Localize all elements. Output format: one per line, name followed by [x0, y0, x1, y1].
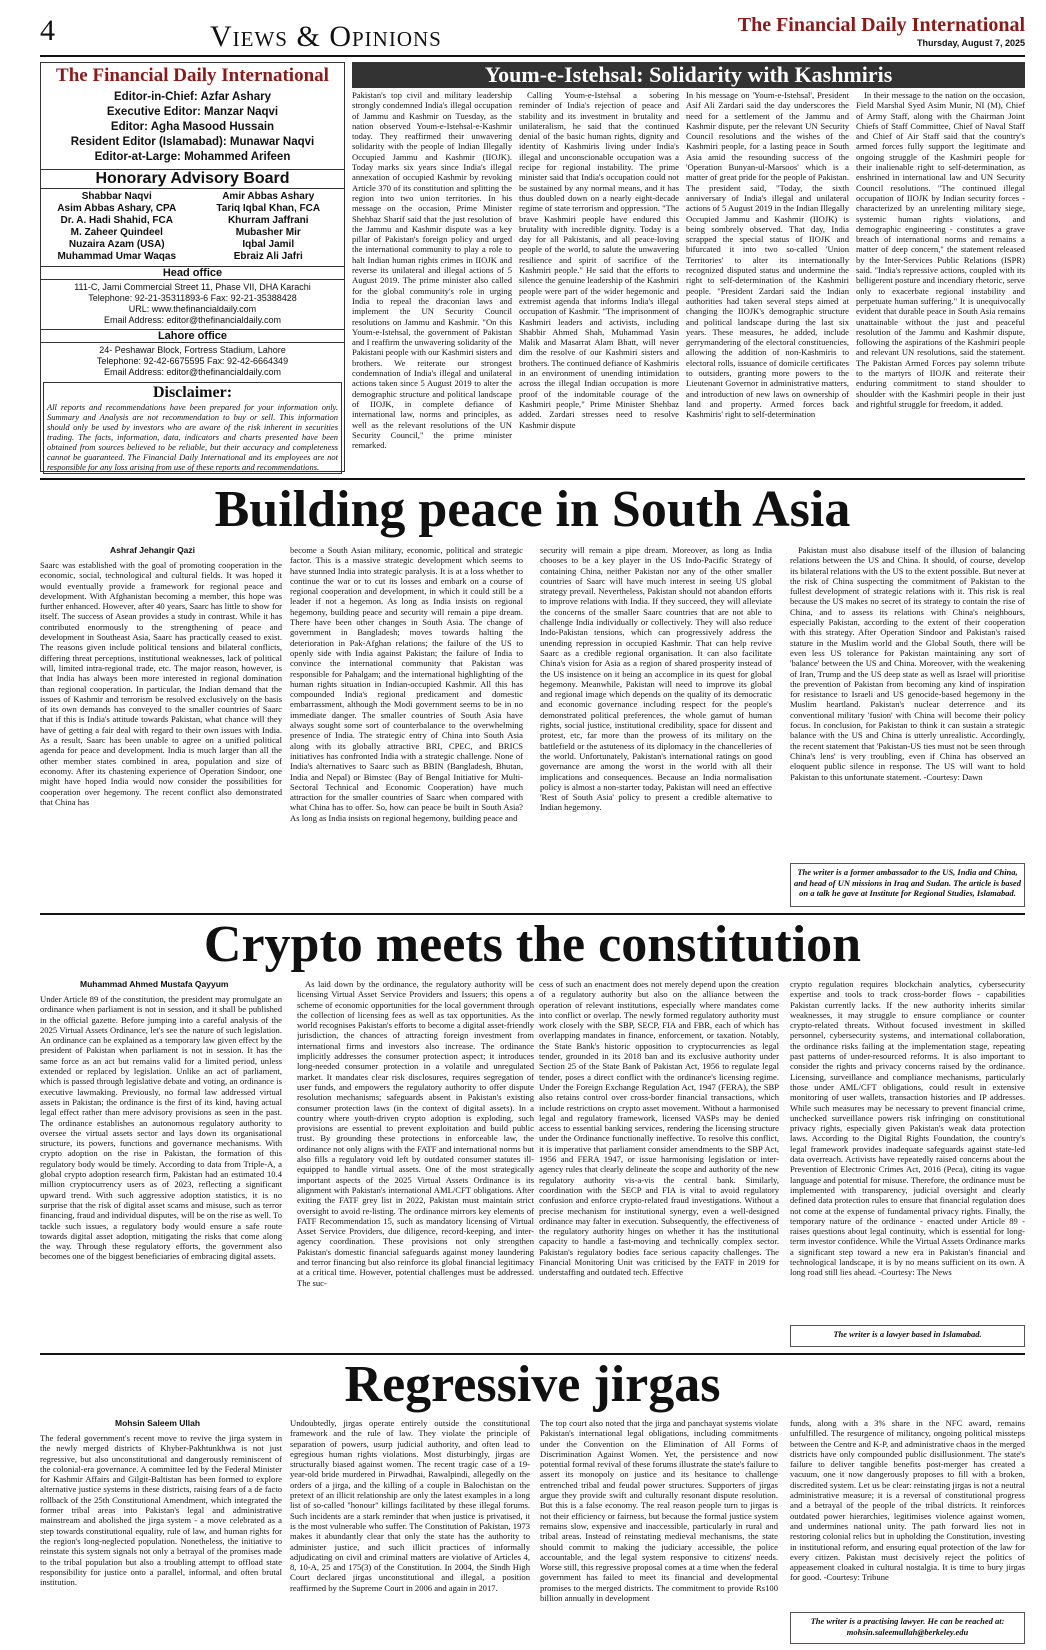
story2-column — [790, 545, 1025, 857]
story3-author-note: The writer is a lawyer based in Islamabad. — [790, 1325, 1025, 1347]
article-text: security will remain a pipe dream. Moreover, as long as India chooses to be a key player in the US Indo-Pacific Strategy of containing China, neither Pakistan nor any of the other smaller countries of Saarc will have much interest in seeing US global strategy prevail. Nevertheless, Pakistan should not abandon efforts to improve relations with India. If they succeed, they will alleviate the concerns of the smaller Saarc countries that are not able to challenge India individually or collectively. They will also reduce Indo-Pakistan tensions, which can progressively address the unending repression in occupied Kashmir. That can help revive Saarc as a credible regional organisation. It can also facilitate China's vision for Asia as a region of shared prosperity instead of the US insistence on it being an accomplice in its quest for global hegemony. Meanwhile, Pakistan will need to improve its global and regional image which depends on the quality of its democratic and economic governance including respect for the people's demonstrated political preferences, the whole gamut of human rights, social justice, institutional credibility, space for dissent and protest, etc, far more than the prowess of its military on the battlefield or the astuteness of its diplomacy in the chancelleries of the world. Unfortunately, Pakistan's international ratings on good governance are among the worst in the world with all their implications and consequences. Because an India normalisation policy is almost a non-starter today, Pakistan will need an effective 'Rest of South Asia' policy to present a credible alternative to Indian hegemony. — [540, 545, 772, 813]
address-line: Email Address: editor@thefinancialdaily.com — [103, 315, 282, 325]
story1-column — [519, 90, 679, 472]
address-line: Telephone: 92-42-6675595 Fax: 92-42-6664349 — [96, 356, 289, 366]
story3-column — [297, 979, 534, 1349]
masthead-box — [40, 62, 345, 472]
address-line: Email Address: editor@thefinancialdaily.com — [103, 367, 282, 377]
advisor-name: Tariq Iqbal Khan, FCA — [216, 203, 321, 214]
story3-column — [40, 994, 282, 1349]
story4-headline: Regressive jirgas — [344, 1356, 721, 1413]
story3-headline: Crypto meets the constitution — [203, 916, 862, 973]
story2-column — [540, 545, 772, 910]
article-text: Pakistan must also disabuse itself of the illusion of balancing relations between the US and China. It should, of course, develop its bilateral relations with the US to the extent possible. But never at the risk of China suspecting the commitment of Pakistan to the fullest development of strategic relations with it. This risk is real because the US makes no secret of its strategy to contain the rise of China, and to assess its relations with China's neighbours, especially Pakistan, according to the extent of their cooperation with this strategy. After Operation Sindoor and Pakistan's raised stature in the Muslim world and the Global South, there will be even less US tolerance for Pakistan maintaining any sort of 'balance' between the US and China. Moreover, with the weakening of Iran, Trump and the US deep state as well as Israel will prioritise the prevention of Pakistan from becoming any kind of inspiration for resistance to Israeli and US genocide-based hegemony in the Muslim heartland. Pakistan's nuclear deterrence and its conventional military 'fusion' with China will become their policy focus. In conclusion, for Pakistan to think it can sustain a strategic balance with the US and China is utterly unrealistic. Accordingly, the recent statement that 'Pakistan-US ties must not be seen through China's lens' is very troubling, even if China has observed an eloquent public silence in response. The US will want to hold Pakistan to this unfortunate statement. -Courtesy: Dawn — [790, 545, 1025, 782]
advisor-name: Asim Abbas Ashary, CPA — [57, 203, 177, 214]
editor-line: Editor-in-Chief: Azfar Ashary — [114, 91, 271, 103]
page-number: 4 — [40, 14, 55, 47]
issue-date: Thursday, August 7, 2025 — [916, 38, 1025, 48]
advisory-left — [41, 191, 193, 263]
article-text: become a South Asian military, economic, political and strategic factor. This is a massive strategic development which seems to have stunned India into strategic paralysis. It is at a loss whether to continue the war or to cut its losses and embark on a course of regional cooperation and development, in which it could still be a leader if not a hegemon. As long as India insists on regional hegemony, building peace and security will remain a pipe dream. There have been other changes in South Asia. The change of government in Bangladesh; moves towards halting the deterioration in Pak-Afghan relations; the failure of the US to openly side with India against Pakistan; the failure of India to convince the international community that Pakistan was responsible for Pahalgam; and the international highlighting of the human rights situation in Indian-occupied Kashmir. All this has compounded India's regional predicament and domestic embarrassment, although the Modi government seems to be in no immediate danger. The smaller countries of South Asia have always sought some sort of counterbalance to the overwhelming presence of India. The strategic entry of China into South Asia along with its globally attractive BRI, CPEC, and BRICS initiatives has confronted India with a strategic challenge. None of India's alternatives to Saarc such as BBIN (Bangladesh, Bhutan, India and Nepal) or Bimstec (Bay of Bengal Initiative for Multi-Sectoral Technical and Economic Cooperation) have much attraction for the smaller countries of Saarc when compared with what China has to offer. So, how can peace be built in South Asia? As long as India insists on regional hegemony, building peace and — [290, 545, 523, 823]
disclaimer-box — [43, 382, 342, 474]
story2-byline: Ashraf Jehangir Qazi — [110, 545, 196, 555]
article-text: Calling Youm-e-Istehsal a sobering reminder of India's rejection of peace and stability and its investment in brutality and unilateralism, he said that the continued denial of the basic human rights, dignity and identity of Kashmiris living under India's illegal and unconscionable occupation was a recipe for regional instability. The prime minister said that India's occupation could not be sustained by any normal means, and it has thus doubled down on a nearly eight-decade regime of state terrorism and oppression. "The brave Kashmiri people have endured this brutality with incredible dignity. Today is a day for all Pakistanis, and all peace-loving people of the world, to salute the unwavering resilience and spirit of sacrifice of the Kashmiri people." He said that the efforts to silence the genuine leadership of the Kashmiri people were part of the wider hegemonic and extremist agenda that informs India's illegal occupation of Kashmir. "The imprisonment of Kashmiri leaders and activists, including Shabbir Ahmed Shah, Muhammad Yasin Malik and Masarrat Alam Bhatt, will never dim the resolve of our Kashmiri sisters and brothers. The continued defiance of Kashmiris in an environment of unending intimidation across the illegal Indian occupation is more proof of the indomitable courage of the Kashmiri people," Prime Minister Shehbaz added. Zardari stresses need to resolve Kashmir dispute — [519, 90, 679, 430]
head-office-title: Head office — [41, 266, 344, 280]
article-text: Under Article 89 of the constitution, the president may promulgate an ordinance when parliament is not in session, and it shall be published in the official gazette. Before jumping into a careful analysis of the 2025 Virtual Assets Ordinance, let's see the nature of such legislation. An ordinance can be explained as a temporary law given effect by the president of Pakistan when parliament is not in session. It has the same force as an act but remains valid for a limited period, unless extended or replaced by legislation. Unlike an act of parliament, which is passed through legislative debate and voting, an ordinance is executive lawmaking. Previously, no formal law addressed virtual assets in Pakistan; the ordinance is the first of its kind, having actual legal effect rather than mere advisory provisions as seen in the past. The ordinance establishes an autonomous regulatory authority to oversee the virtual assets sector and lays down its organisational structure, its powers, functions and governance mechanisms. With crypto adoption on the rise in Pakistan, the formation of this regulatory body would be timely. According to data from Triple-A, a global crypto adoption research firm, Pakistan had an estimated 10.4 million cryptocurrency users as of 2023, reflecting a significant upward trend. With such aggressive adoption statistics, it is no surprise that the risk of digital asset scams and misuse, such as terror financing, fraud and individual disputes, will be on the rise as well. To tackle such issues, a regulatory body would ensure a safe route towards digital asset adoption, mitigating the risks that come along the way. Through these regulatory efforts, the government also becomes one of the biggest beneficiaries of embracing digital assets. — [40, 994, 282, 1262]
story4-column — [540, 1418, 778, 1643]
disclaimer-text: All reports and recommendations have been prepared for your information only. Summary and Analysis are not recommendation to buy or sell. This information should only be used by investors who are aware of the risk inherent in securities trading. The facts, information, data, indicators and charts presented have been obtained from sources believed to be reliable, but their accuracy and completeness cannot be guaranteed. The Financial Daily International and its employees are not responsible for any loss arising from use of these reports and recommendations. — [47, 402, 338, 472]
advisor-name: Amir Abbas Ashary — [222, 191, 315, 202]
article-text: In his message on 'Youm-e-Istehsal', President Asif Ali Zardari said the day underscores the need for a settlement of the Jammu and Kashmir dispute, per the relevant UN Security Council resolutions and the wishes of the Kashmiri people, for a lasting peace in South Asia amid the resounding success of the 'Operation Bunyan-ul-Marsoos' which is a matter of great pride for the people of Pakistan. The president said, "Today, the sixth anniversary of India's illegal and unilateral actions of 5 August 2019 in the Indian Illegally Occupied Jammu and Kashmir (IIOJK) is being sombrely observed. That day, India scrapped the special status of IIOJK and bifurcated it into two so-called 'Union Territories' to alter its internationally recognized disputed status and undermine the right to self-determination of the Kashmiri people. "President Zardari said the Indian authorities had taken several steps aimed at changing the IIOJK's demographic structure and political landscape during the last six years. These measures, he added, include gerrymandering of the electoral constituencies, allowing the addition of non-Kashmiris to electoral rolls, issuance of domicile certificates to outsiders, granting more powers to the Lieutenant Governor in administrative matters, and introduction of new laws on ownership of land and property. Armed forces back Kashmiris' right to self-determination — [686, 90, 849, 420]
article-text: Pakistan's top civil and military leadership strongly condemned India's illegal occupation of Jammu and Kashmir on Tuesday, as the nation observed Youm-e-Istehsal-e-Kashmir today. They reaffirmed their unwavering solidarity with the people of Indian Illegally Occupied Jammu and Kashmir (IIOJK). Today marks six years since India's illegal annexation of occupied Kashmir by revoking Article 370 of its constitution and splitting the region into two union territories. In his message on the occasion, Prime Minister Shehbaz Sharif said that the just resolution of the Jammu and Kashmir dispute was a key pillar of Pakistan's foreign policy and urged the international community to play a role to halt Indian human rights crimes in IIOJK and reverse its unilateral and illegal actions of 5 August 2019. The prime minister also called for the global community's role in urging India to repeal the draconian laws and implement the UN Security Council resolutions on Jammu and Kashmir. "On this Youm-e-Istehsal, the government of Pakistan and I reaffirm the unwavering solidarity of the Pakistani people with our Kashmiri sisters and brothers. We reiterate our strongest condemnation of India's illegal and unilateral actions taken since 5 August 2019 to alter the demographic structure and political landscape of IIOJK, in complete defiance of international law, norms and principles, as well as the relevant resolutions of the UN Security Council," the prime minister remarked. — [352, 90, 512, 451]
story1-headline: Youm-e-Istehsal: Solidarity with Kashmiris — [352, 62, 1025, 88]
story3-column — [539, 979, 779, 1349]
editor-line: Editor-at-Large: Mohammed Arifeen — [94, 151, 291, 163]
masthead-brand: The Financial Daily International — [56, 65, 329, 86]
editor-line: Editor: Agha Masood Hussain — [110, 121, 275, 133]
advisor-name: Dr. A. Hadi Shahid, FCA — [60, 215, 173, 226]
advisor-name: Khurram Jaffrani — [227, 215, 309, 226]
lahore-office-title: Lahore office — [41, 329, 344, 343]
address-line: URL: www.thefinancialdaily.com — [128, 304, 257, 314]
paper-name: The Financial Daily International — [737, 14, 1025, 36]
advisory-right — [193, 191, 345, 263]
story4-column — [790, 1418, 1025, 1606]
story3-byline: Muhammad Ahmed Mustafa Qayyum — [80, 979, 229, 989]
editor-line: Resident Editor (Islamabad): Munawar Naqvi — [70, 136, 315, 148]
story1-column — [352, 90, 512, 472]
article-text: funds, along with a 3% share in the NFC award, remains unfulfilled. The resurgence of militancy, ongoing political missteps between the Centre and K-P, and administrative chaos in the merged districts have only compounded public disillusionment. The state's failure to deliver tangible benefits post-merger has created a vacuum, one it now dangerously proposes to fill with a broken, discredited system. Let us be clear: reinstating jirgas is not a neutral administrative measure; it is a reversal of constitutional progress and a betrayal of the people of the tribal districts. It reinforces outdated power hierarchies, legitimises violence against women, and undermines national unity. The path forward lies not in restoring colonial relics but in upholding the Constitution, investing in institutional reform, and ensuring equal protection of the law for every citizen. Pakistan must decisively reject the politics of appeasement cloaked in cultural nostalgia. It is time to bury jirgas for good. -Courtesy: Tribune — [790, 1418, 1025, 1583]
advisor-name: Ebraiz Ali Jafri — [233, 251, 303, 262]
advisor-name: Iqbal Jamil — [242, 239, 295, 250]
article-text: crypto regulation requires blockchain analytics, cybersecurity expertise and tools to track cross-border flows - capabilities Pakistan currently lacks. If the new authority inherits similar weaknesses, it may struggle to ensure compliance or counter crypto-related threats. Without focused investment in skilled personnel, cybersecurity systems, and international collaboration, the ordinance risks failing at the implementation stage, repeating past patterns of under-resourced reforms. It is also important to consider the rights and privacy concerns raised by the ordinance. Licensing, surveillance and compliance mechanisms, particularly those under AML/CFT obligations, could result in extensive monitoring of user wallets, transaction histories and IP addresses. While such measures may be necessary to prevent financial crime, unchecked surveillance powers risk infringing on constitutional privacy rights, especially given Pakistan's weak data protection laws. According to the Digital Rights Foundation, the country's legal framework provides inadequate safeguards against state-led data overreach. Activists have repeatedly raised concerns about the Prevention of Electronic Crimes Act, 2016 (Peca), citing its vague language and potential for misuse. Therefore, the ordinance must be implemented with transparency, judicial oversight and clearly defined data protection rules to ensure that financial regulation does not come at the expense of fundamental privacy rights. Finally, the temporary nature of the ordinance - enacted under Article 89 - raises questions about legal continuity, which is essential for long-term investor confidence. While the Virtual Assets Ordinance marks a significant step toward a new era in Pakistan's financial and technological landscape, it is by no means sufficient on its own. A long road still lies ahead. -Courtesy: The News — [790, 979, 1025, 1278]
article-text: Undoubtedly, jirgas operate entirely outside the constitutional framework and the rule of law. They violate the principle of separation of powers, usurp judicial authority, and often lead to egregious human rights violations. Most disturbingly, jirgas are structurally biased against women. The recent tragic case of a 19-year-old bride murdered in Pirwadhai, Rawalpindi, allegedly on the orders of a jirga, and the killing of a couple in Balochistan on the pretext of an illicit relationship are only the latest examples in a long list of so-called "honour" killings facilitated by these illegal forums. Such incidents are a stark reminder that when justice is privatised, it is the most vulnerable who suffer. The Constitution of Pakistan, 1973 makes it abundantly clear that only the state has the authority to administer justice, and such illicit practices of informally adjudicating on civil and criminal matters are violative of Articles 4, 8, 10-A, 25 and 175(3) of the Constitution. In 2004, the Sindh High Court declared jirgas unconstitutional and illegal, a position reaffirmed by the Supreme Court in 2006 and again in 2017. — [290, 1418, 530, 1593]
advisory-board-list — [41, 191, 344, 263]
story1-column — [686, 90, 849, 472]
article-text: In their message to the nation on the occasion, Field Marshal Syed Asim Munir, NI (M), Chief of Army Staff, along with the Chairman Joint Chiefs of Staff Committee, Chief of Naval Staff and Chief of Air Staff said that the country's armed forces fully support the legitimate and ongoing struggle of the Kashmiri people for their inalienable right to self-determination, as enshrined in international law and UN Security Council resolutions. "The continued illegal occupation of IIOJK by Indian security forces - characterized by an unrelenting military siege, systemic human rights violations, and demographic engineering - constitutes a grave breach of international norms and remains a matter of deep concern," the statement released by the Inter-Services Public Relations (ISPR) said. "India's repressive actions, coupled with its belligerent posture and incendiary rhetoric, serve only to exacerbate regional instability and perpetuate human suffering." It is unequivocally evident that durable peace in South Asia remains unattainable without the just and peaceful resolution of the Jammu and Kashmir dispute, following the aspirations of the Kashmiri people and relevant UN resolutions, said the statement. The Pakistan Armed Forces pay solemn tribute to the martyrs of IIOJK and reiterate their enduring commitment to stand shoulder to shoulder with the Kashmiri people in their just and rightful struggle for freedom, it added. — [856, 90, 1025, 409]
story2-headline: Building peace in South Asia — [214, 481, 851, 538]
advisor-name: M. Zaheer Quindeel — [70, 227, 163, 238]
advisor-name: Mubasher Mir — [235, 227, 301, 238]
page-header — [40, 8, 1025, 58]
advisory-board-title: Honorary Advisory Board — [41, 169, 344, 189]
section-title: Views & Opinions — [210, 20, 442, 53]
story2-column — [40, 560, 282, 910]
article-text: As laid down by the ordinance, the regulatory authority will be licensing Virtual Asset Service Providers and Issuers; this opens a scheme of economic opportunities for the local government through the collection of licensing fees as well as tax opportunities. As the world recognises Pakistan's efforts to become a digital asset-friendly jurisdiction, the chances of attracting foreign investment from international firms and investors also increase. The ordinance implicitly addresses the consumer protection aspect; it introduces long-needed consumer protection in a volatile and unregulated market. It mandates clear risk disclosures, requires segregation of user funds, and empowers the regulatory authority to offer dispute resolution mechanisms; safeguards absent in Pakistan's existing consumer protection laws (in the context of digital assets). In a country where youth-driven crypto adoption is exploding, such provisions are essential to prevent exploitation and build public trust. By grounding these protections in enforceable law, the ordinance not only aligns with the FATF and international norms but also fills a regulatory void left by outdated consumer statutes ill-equipped to handle virtual assets. One of the most strategically important aspects of the 2025 Virtual Assets Ordinance is its alignment with Pakistan's international AML/CFT obligations. After exiting the FATF grey list in 2022, Pakistan must maintain strict oversight to avoid re-listing. The ordinance mirrors key elements of FATF Recommendation 15, such as mandatory licensing of Virtual Asset Service Providers, due diligence, record-keeping, and inter-agency coordination. These provisions not only strengthen Pakistan's domestic financial safeguards against money laundering and terror financing but also reinforce its global financial legitimacy at a critical time. However, potential challenges must be addressed. The suc- — [297, 979, 534, 1288]
story3-column — [790, 979, 1025, 1319]
editor-line: Executive Editor: Manzar Naqvi — [106, 106, 279, 118]
story4-column — [40, 1433, 282, 1643]
advisor-name: Muhammad Umar Waqas — [57, 251, 177, 262]
advisor-name: Nuzaira Azam (USA) — [68, 239, 165, 250]
story2-author-note: The writer is a former ambassador to the US, India and China, and head of UN missions in Iraq and Sudan. The article is based on a talk he gave at Institute for Regional Studies, Islamabad. — [790, 863, 1025, 907]
story4-column — [290, 1418, 530, 1643]
article-text: The federal government's recent move to revive the jirga system in the newly merged districts of Khyber-Pakhtunkhwa is not just regressive, but also unconstitutional and dangerously reminiscent of the colonial-era governance. A committee led by the Federal Minister for Kashmir Affairs and Gilgit-Baltistan has been formed to explore alternative justice systems in these districts, raising fears of a de facto rollback of the 25th Constitutional Amendment, which integrated the former tribal areas into Pakistan's legal and administrative mainstream and abolished the jirga system - a move celebrated as a step towards constitutional equality, rule of law, and human rights for the region's long-neglected population. Nonetheless, the initiative to reinstate this system signals not only a betrayal of the promises made to the tribal population but also a troubling attempt to offload state responsibility for justice onto a parallel, informal, and often brutal institution. — [40, 1433, 282, 1588]
article-text: Saarc was established with the goal of promoting cooperation in the economic, social, technological and cultural fields. It was hoped it would eventually provide a framework for regional peace and development. With Afghanistan becoming a member, this hope was further enhanced. However, after 40 years, Saarc has little to show for itself. The success of Asean provides a study in contrast. While it has contributed enormously to the strengthening of peace and development in Southeast Asia, Saarc has practically ceased to exist. The reasons given include political tensions and bilateral conflicts, differing threat perceptions, institutional weaknesses, lack of political will, limited intra-regional trade, etc. The major reason, however, is that India has always been more interested in regional domination than regional cooperation. In particular, the Indian demand that the issues of Kashmir and terrorism be resolved exclusively on the basis of its own demands has conveyed to the smaller countries of Saarc that if this is India's attitude towards Pakistan, what chance will they have of getting a fair deal with regard to their own issues with India. As a result, Saarc has been unable to agree on a unified political agenda for peace and development. India is much larger than all the other member states combined in area, population and size of economy. After its chastening experience of Operation Sindoor, one might have hoped India would now consider the possibilities for cooperation over hegemony. The recent conflict also demonstrated that China has — [40, 560, 282, 807]
advisor-name: Shabbar Naqvi — [81, 191, 152, 202]
article-text: The top court also noted that the jirga and panchayat systems violate Pakistan's international legal obligations, including commitments under the Convention on the Elimination of All Forms of Discrimination Against Women. Yet, the persistence and now potential formal revival of these forums illustrate the state's failure to assert its monopoly on justice and its hesitance to challenge entrenched tribal and feudal power structures. Supporters of jirgas argue they provide swift and culturally resonant dispute resolution. But this is a false economy. The real reason people turn to jirgas is not their efficiency or fairness, but because the formal justice system remains slow, expensive and inaccessible, particularly in rural and tribal areas. Instead of reinstating medieval mechanisms, the state should commit to making the judiciary accessible, the police accountable, and the legal system responsive to citizens' needs. Worse still, this regressive proposal comes at a time when the federal government has failed to meet its financial and developmental promises to the merged districts. The commitment to provide Rs100 billion annually in development — [540, 1418, 778, 1604]
story4-byline: Mohsin Saleem Ullah — [115, 1418, 201, 1428]
story4-author-note: The writer is a practising lawyer. He can be reached at: mohsin.saleemullah@berkeley.edu — [790, 1612, 1025, 1644]
address-line: 24- Peshawar Block, Fortress Stadium, Lahore — [99, 345, 286, 355]
address-line: 111-C, Jami Commercial Street 11, Phase VII, DHA Karachi — [74, 282, 311, 292]
article-text: cess of such an enactment does not merely depend upon the creation of a regulatory authority but also on the alliance between the operation of relevant institutions, especially where mandates come into conflict or overlap. The newly formed regulatory authority must work closely with the SBP, SECP, FIA and FBR, each of which has overlapping mandates in finance, enforcement, or taxation. Notably, the State Bank's historic opposition to cryptocurrencies as legal tender, grounded in its 2018 ban and its exclusive authority under Section 25 of the State Bank of Pakistan Act, 1956 to regulate legal tender, poses a direct conflict with the ordinance's licensing regime. Under the Foreign Exchange Regulation Act, 1947 (FERA), the SBP also retains control over cross-border financial transactions, which include restrictions on crypto asset movement. Without a harmonised legal and regulatory framework, licensed VASPs may be denied access to essential banking services, rendering the licensing structure under the Ordinance functionally ineffective. To resolve this conflict, it is imperative that parliament consider amendments to the SBP Act, 1956 and FERA 1947, or issue harmonising legislation or inter-agency rules that clearly delineate the scope and authority of the new regulatory authority vis-a-vis the central bank. Similarly, coordination with the SECP and FIA is vital to avoid regulatory confusion and enforce crypto-related fraud investigations. Without a precise mechanism for institutional synergy, even a well-designed ordinance may falter in execution. Subsequently, the effectiveness of the regulatory authority hinges on whether it has the institutional capacity to handle a fast-moving and technically complex sector. Pakistan's regulatory bodies face serious capacity challenges. The Financial Monitoring Unit was criticised by the FATF in 2019 for understaffing and outdated tech. Effective — [539, 979, 779, 1278]
header-divider — [40, 55, 1025, 57]
disclaimer-title: Disclaimer: — [152, 384, 233, 401]
address-line: Telephone: 92-21-35311893-6 Fax: 92-21-35388428 — [88, 293, 297, 303]
story2-column — [290, 545, 523, 910]
story1-column — [856, 90, 1025, 472]
